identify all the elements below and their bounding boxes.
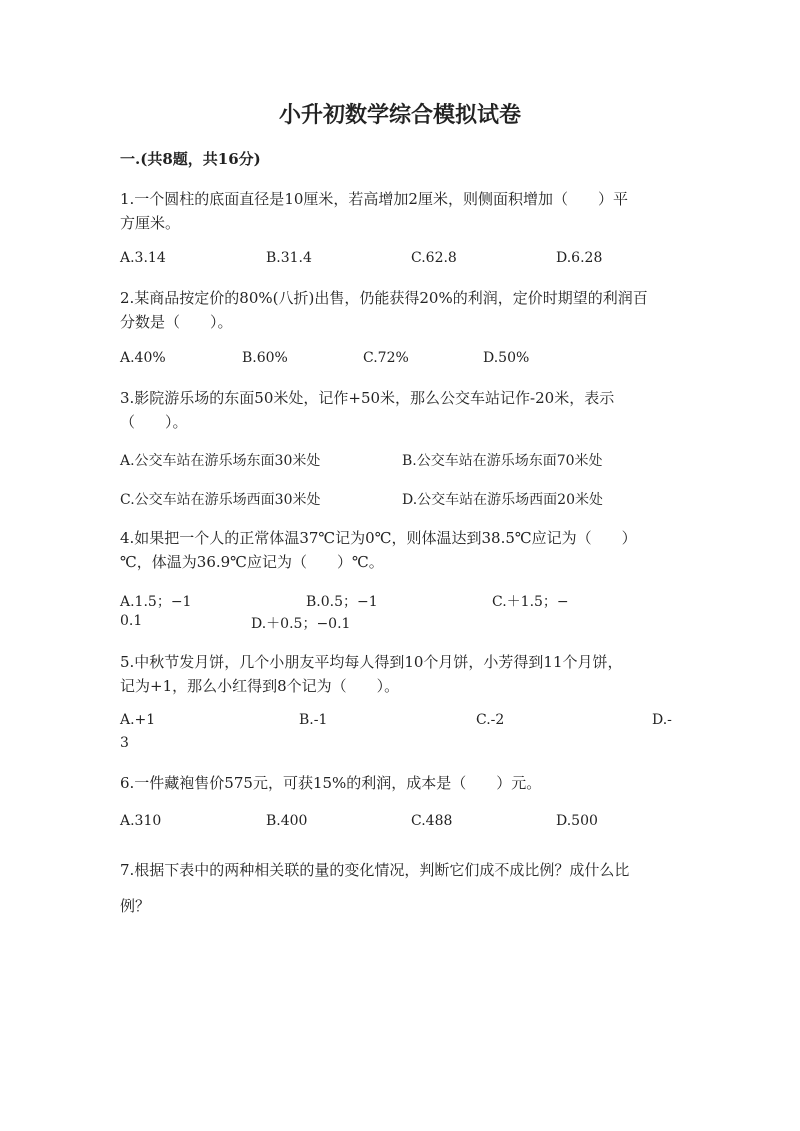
question-4-line-1: 4.如果把一个人的正常体温37℃记为0℃，则体温达到38.5℃应记为（ ）	[120, 529, 637, 547]
page-title: 小升初数学综合模拟试卷	[278, 102, 521, 128]
question-5-stem	[120, 650, 680, 698]
q5-option-d-wrap: 3	[120, 735, 129, 751]
q2-option-a: A.40%	[120, 350, 166, 366]
question-3-line-2: （ ）。	[120, 413, 188, 431]
q5-option-c: C.-2	[476, 712, 505, 728]
section-heading: 一.(共8题，共16分)	[120, 150, 261, 168]
q5-option-a: A.+1	[120, 712, 156, 728]
q5-option-b: B.-1	[299, 712, 328, 728]
question-4-line-2: ℃，体温为36.9℃应记为（ ）℃。	[120, 553, 384, 571]
q3-option-a: A.公交车站在游乐场东面30米处	[120, 453, 321, 469]
q4-option-c-wrap: 0.1	[120, 613, 143, 629]
question-7-stem	[120, 852, 680, 924]
question-6-line-1: 6.一件藏袍售价575元，可获15%的利润，成本是（ ）元。	[120, 774, 542, 792]
q4-option-d: D.＋0.5；−0.1	[251, 616, 351, 632]
question-1-stem	[120, 187, 680, 235]
question-4-stem	[120, 526, 680, 574]
question-5-line-2: 记为+1，那么小红得到8个记为（ ）。	[120, 677, 400, 695]
q1-option-c: C.62.8	[411, 250, 457, 266]
q1-option-a: A.3.14	[120, 250, 166, 266]
question-7-line-1: 7.根据下表中的两种相关联的量的变化情况，判断它们成不成比例？成什么比	[120, 861, 630, 879]
question-1-line-2: 方厘米。	[120, 214, 181, 232]
question-7-line-2: 例？	[120, 897, 151, 915]
question-2-line-1: 2.某商品按定价的80%(八折)出售，仍能获得20%的利润，定价时期望的利润百	[120, 289, 648, 307]
q4-option-a: A.1.5；−1	[120, 594, 192, 610]
question-2-stem	[120, 286, 680, 334]
question-3-line-1: 3.影院游乐场的东面50米处，记作+50米，那么公交车站记作-20米，表示	[120, 389, 615, 407]
q2-option-b: B.60%	[242, 350, 288, 366]
q1-option-b: B.31.4	[266, 250, 312, 266]
question-6-stem	[120, 771, 680, 795]
q4-option-b: B.0.5；−1	[306, 594, 378, 610]
q3-option-b: B.公交车站在游乐场东面70米处	[402, 453, 603, 469]
q3-option-c: C.公交车站在游乐场西面30米处	[120, 492, 321, 508]
q2-option-c: C.72%	[363, 350, 409, 366]
q6-option-a: A.310	[120, 813, 162, 829]
question-1-line-1: 1.一个圆柱的底面直径是10厘米，若高增加2厘米，则侧面积增加（ ）平	[120, 190, 628, 208]
q6-option-d: D.500	[556, 813, 598, 829]
question-5-line-1: 5.中秋节发月饼，几个小朋友平均每人得到10个月饼，小芳得到11个月饼，	[120, 653, 623, 671]
q1-option-d: D.6.28	[556, 250, 603, 266]
q2-option-d: D.50%	[483, 350, 530, 366]
q4-option-c: C.＋1.5；−	[492, 594, 569, 610]
question-3-stem	[120, 386, 680, 434]
q5-option-d: D.-	[652, 712, 672, 728]
q6-option-b: B.400	[266, 813, 308, 829]
q6-option-c: C.488	[411, 813, 453, 829]
q3-option-d: D.公交车站在游乐场西面20米处	[402, 492, 603, 508]
question-2-line-2: 分数是（ ）。	[120, 313, 233, 331]
